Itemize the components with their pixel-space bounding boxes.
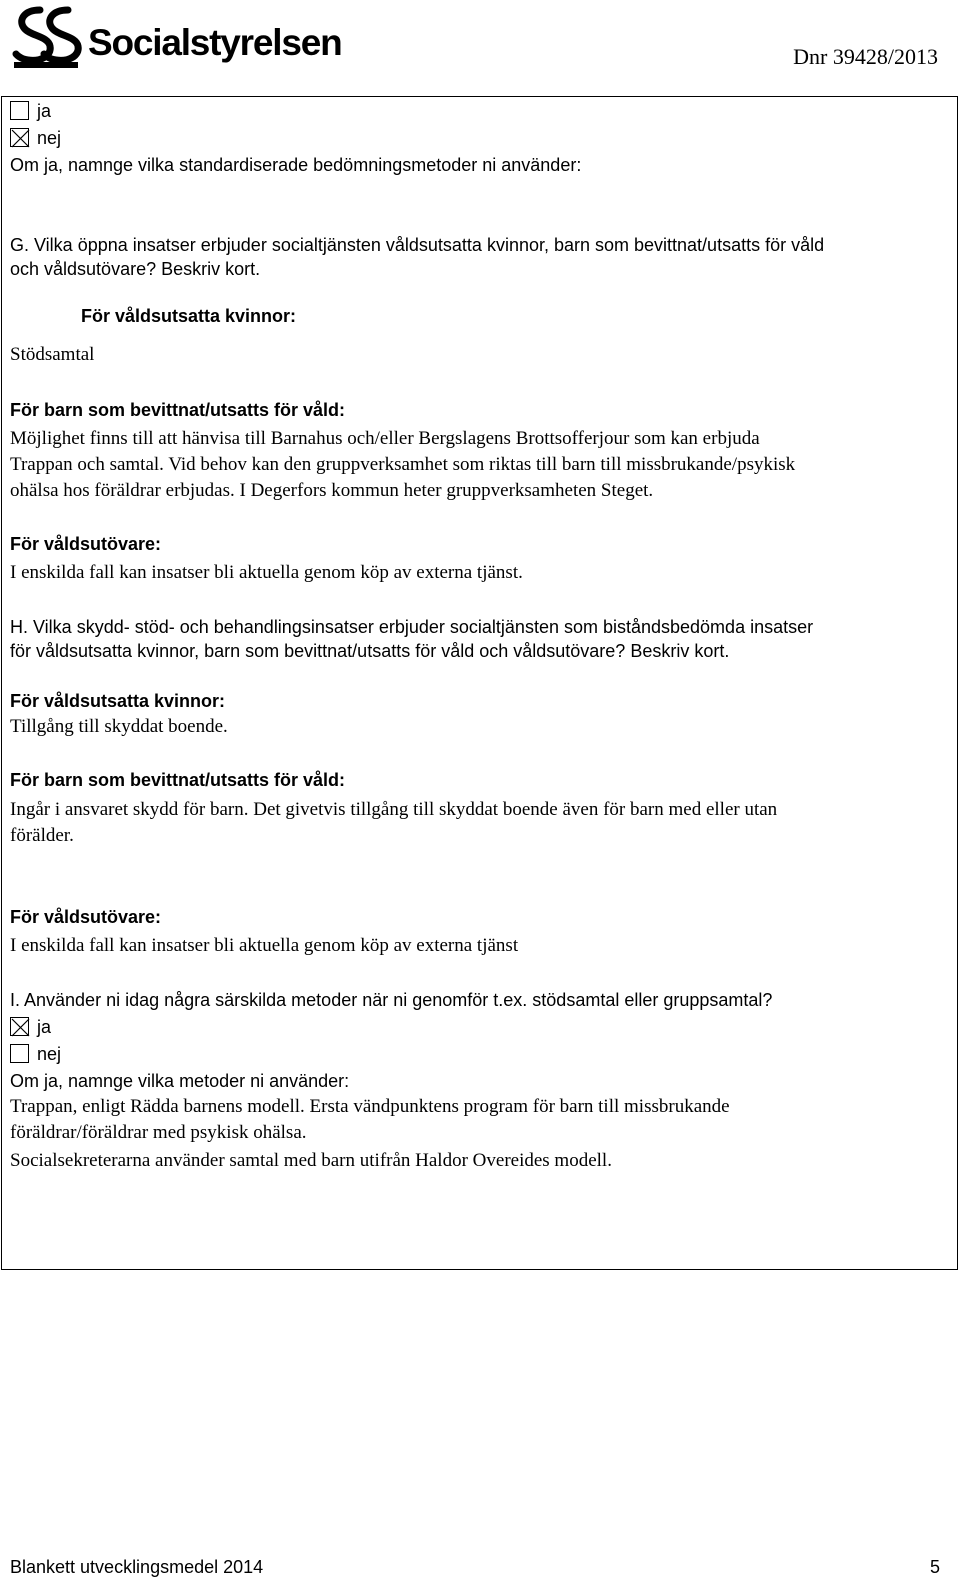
document-reference-number: Dnr 39428/2013 [793,44,938,69]
socialstyrelsen-logo [10,2,341,72]
checkbox-label-nej: nej [37,128,62,148]
answer-children-line1: Möjlighet finns till att hänvisa till Barnahus och/eller Bergslagens Brottsofferjour som kan erbjuda [10,428,760,449]
checkbox-ja-unchecked[interactable] [10,101,29,120]
heading-women: För våldsutsatta kvinnor: [81,306,297,326]
footer-page-number: 5 [929,1557,940,1577]
page-header [0,0,960,96]
methods-prompt: Om ja, namnge vilka metoder ni använder: [10,1071,350,1091]
checkbox-label-ja: ja [37,101,52,121]
answer-children-line1: Ingår i ansvaret skydd för barn. Det givetvis tillgång till skyddat boende även för barn med eller utan [10,799,778,820]
form-answer-box [1,96,958,1270]
heading-children: För barn som bevittnat/utsatts för våld: [10,770,346,790]
checkbox-nej-unchecked[interactable] [10,1044,29,1063]
checkbox-label-ja: ja [37,1017,52,1037]
checkbox-row-nej[interactable] [10,1042,61,1066]
checkbox-row-ja[interactable] [10,1015,51,1039]
heading-children: För barn som bevittnat/utsatts för våld: [10,400,346,420]
methods-prompt: Om ja, namnge vilka standardiserade bedömningsmetoder ni använder: [10,155,582,175]
question-g-line2: och våldsutövare? Beskriv kort. [10,259,261,279]
answer-children-line2: Trappan och samtal. Vid behov kan den gruppverksamhet som riktas till barn till missbrukande/psykisk [10,454,796,475]
logo-emblem-icon [10,4,84,70]
question-i: I. Använder ni idag några särskilda metoder när ni genomför t.ex. stödsamtal eller gruppsamtal? [10,990,773,1010]
heading-perpetrators: För våldsutövare: [10,907,162,927]
question-g-line1: G. Vilka öppna insatser erbjuder socialtjänsten våldsutsatta kvinnor, barn som bevittnat/utsatts för våld [10,235,825,255]
answer-methods-line3: Socialsekreterarna använder samtal med barn utifrån Haldor Overeides modell. [10,1150,612,1171]
question-h-line2: för våldsutsatta kvinnor, barn som bevittnat/utsatts för våld och våldsutövare? Beskriv kort. [10,641,730,661]
heading-perpetrators: För våldsutövare: [10,534,162,554]
checkbox-nej-checked[interactable] [10,128,29,147]
cross-mark-icon [11,1018,30,1037]
footer-form-name: Blankett utvecklingsmedel 2014 [10,1557,264,1577]
answer-children-line2: förälder. [10,825,74,846]
answer-perpetrators: I enskilda fall kan insatser bli aktuella genom köp av externa tjänst [10,935,519,956]
answer-children-line3: ohälsa hos föräldrar erbjudas. I Degerfors kommun heter gruppverksamheten Steget. [10,480,654,501]
answer-women: Tillgång till skyddat boende. [10,716,228,737]
checkbox-ja-checked[interactable] [10,1017,29,1036]
answer-women: Stödsamtal [10,344,95,365]
heading-women: För våldsutsatta kvinnor: [10,691,226,711]
answer-perpetrators: I enskilda fall kan insatser bli aktuella genom köp av externa tjänst. [10,562,523,583]
question-h-line1: H. Vilka skydd- stöd- och behandlingsinsatser erbjuder socialtjänsten som biståndsbedömda insatser [10,617,814,637]
logo-text: Socialstyrelsen [88,22,342,63]
checkbox-label-nej: nej [37,1044,62,1064]
answer-methods-line2: föräldrar/föräldrar med psykisk ohälsa. [10,1122,307,1143]
checkbox-row-nej[interactable] [10,126,61,150]
answer-methods-line1: Trappan, enligt Rädda barnens modell. Ersta vändpunktens program för barn till missbrukande [10,1096,730,1117]
checkbox-row-ja[interactable] [10,99,51,123]
cross-mark-icon [11,129,30,148]
